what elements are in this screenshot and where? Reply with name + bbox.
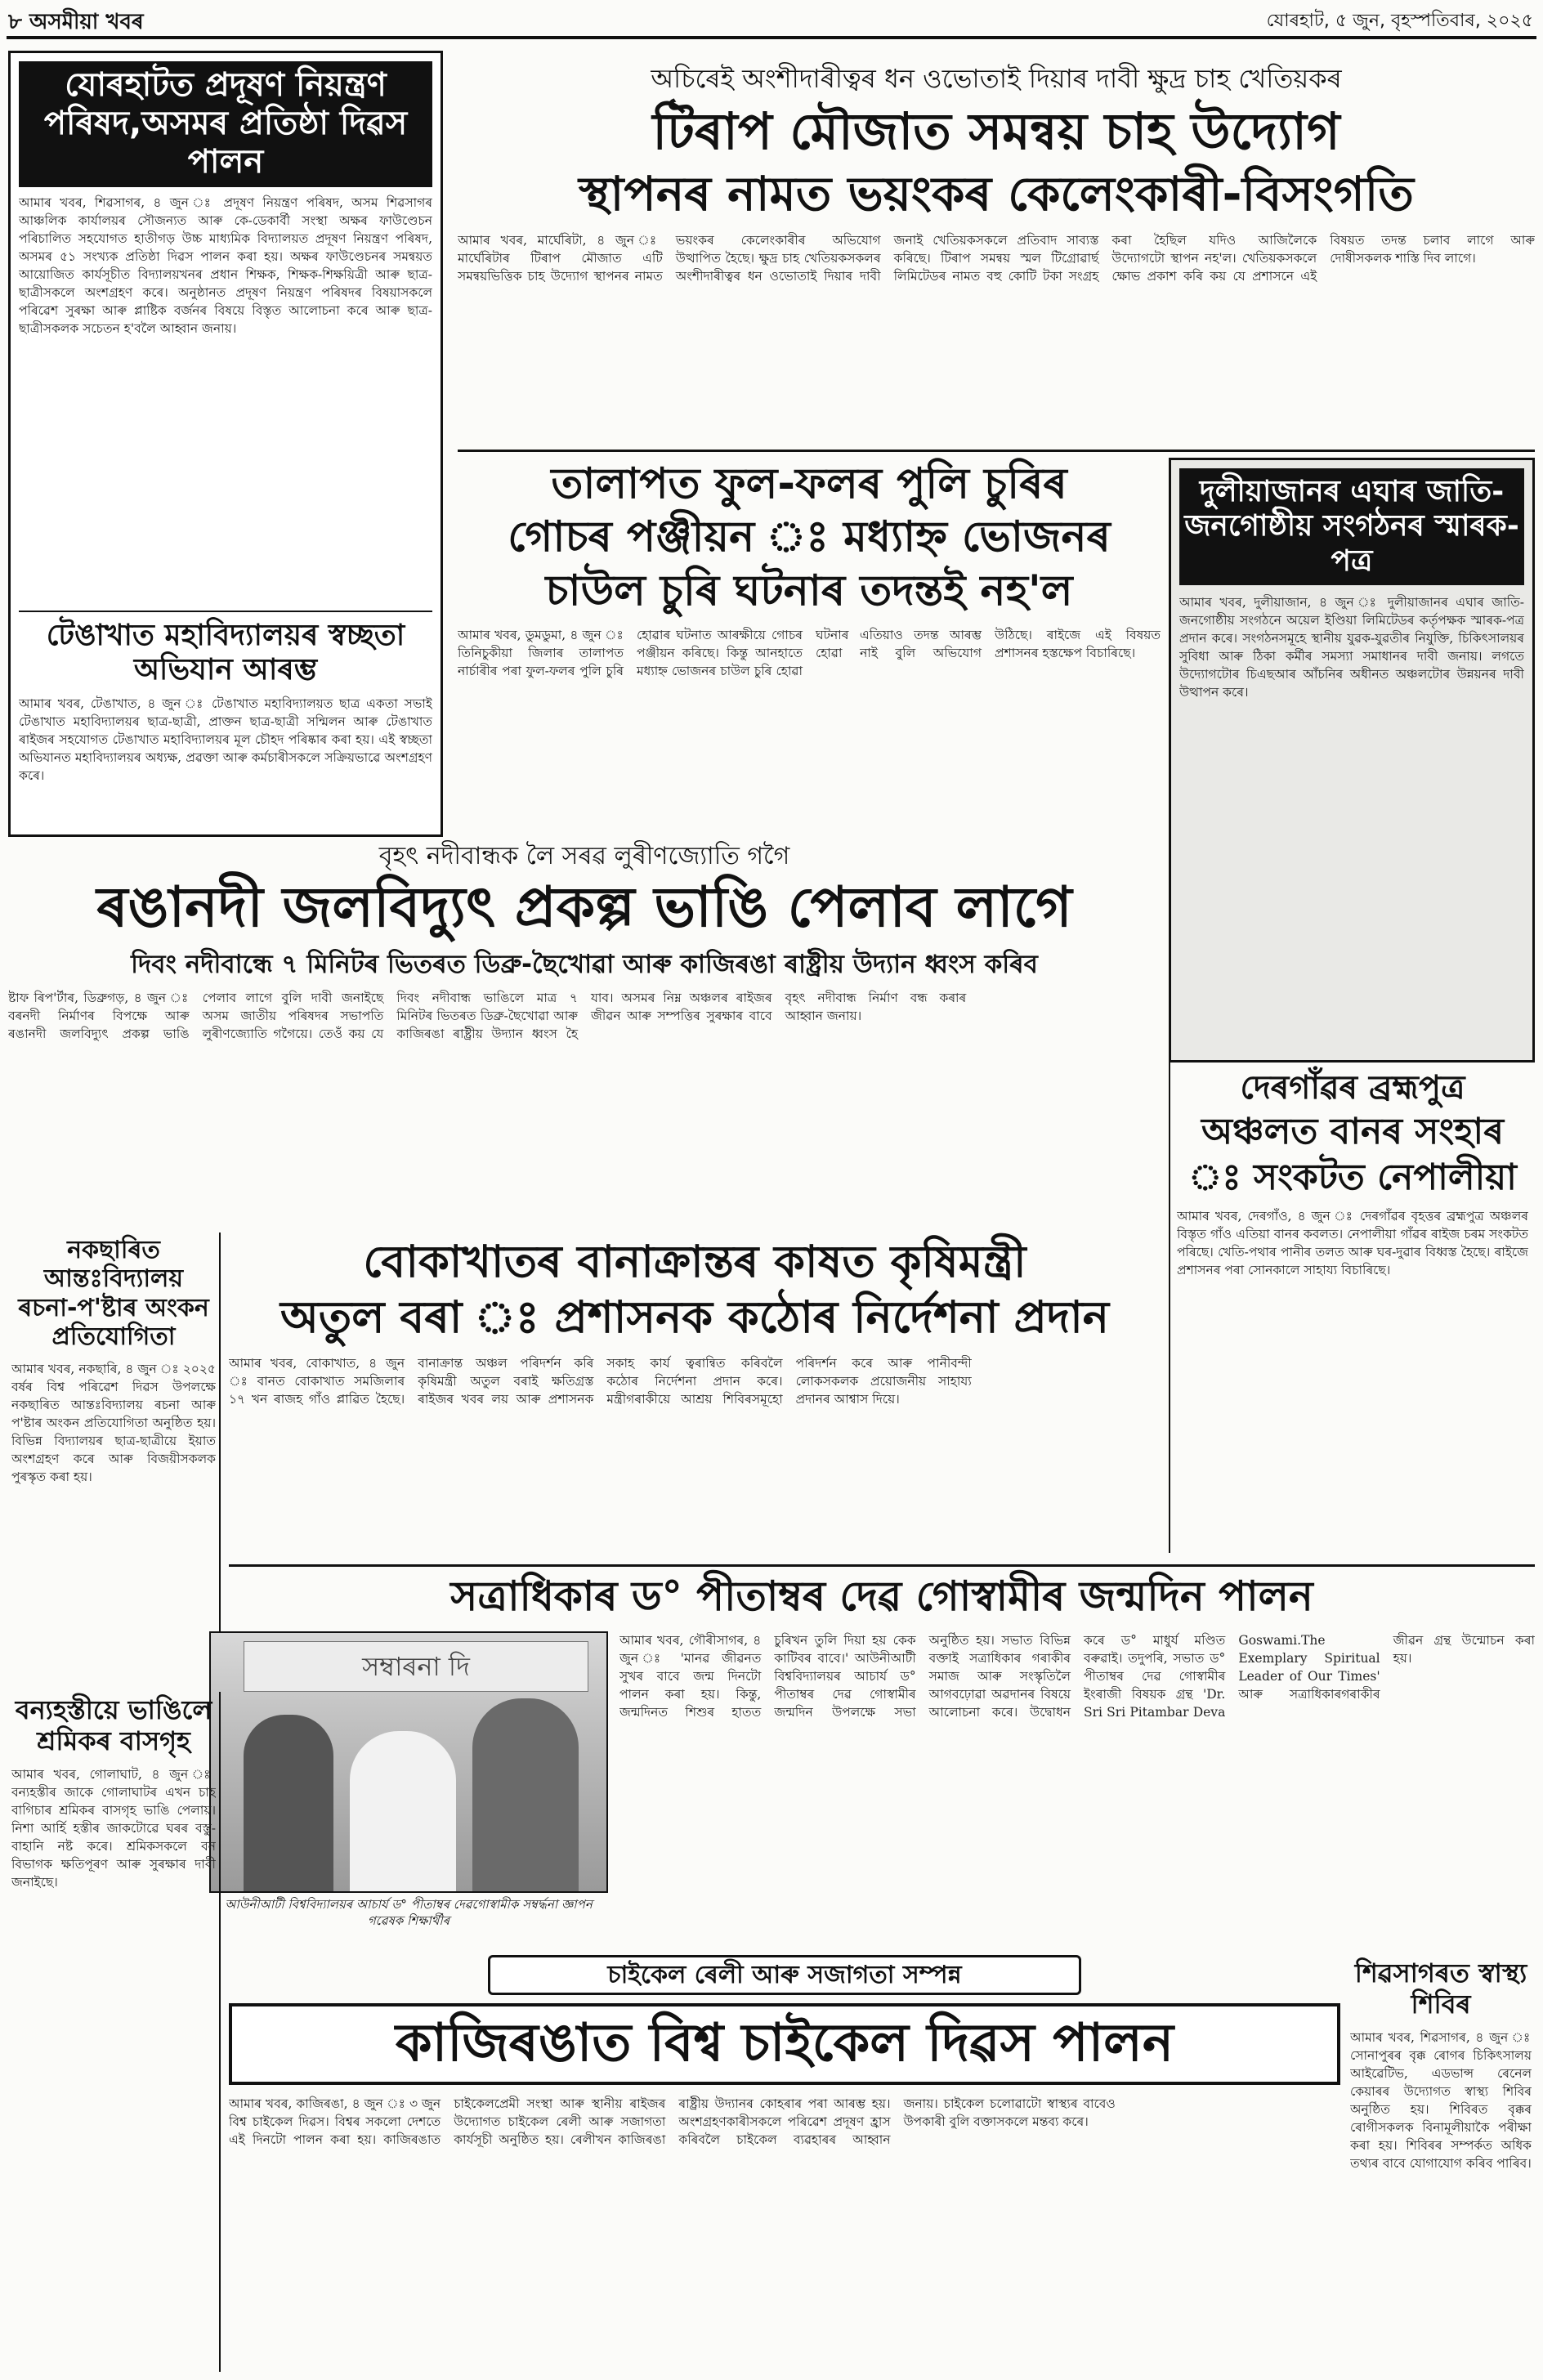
tea-headline-1: টিৰাপ মৌজাত সমন্বয় চাহ উদ্যোগ bbox=[652, 101, 1340, 161]
duliajan-story bbox=[1169, 458, 1535, 1062]
sivasagar-body: আমাৰ খবৰ, শিৱসাগৰ, ৪ জুন ঃ সোনাপুৰৰ বৃক্ক ৰোগৰ চিকিৎসালয় আইৱেটিভ, এডভান্স ৰেনেল কেয়াৰৰ উদ্যোগত স্বাস্থ্য শিবিৰ অনুষ্ঠিত হয়। শিবিৰত বৃক্কৰ ৰোগীসকলক বিনামূলীয়াকৈ পৰীক্ষা কৰা হয়। শিবিৰৰ সম্পৰ্কত অধিক তথ্যৰ বাবে যোগাযোগ কৰিব পাৰিব। bbox=[1350, 2029, 1532, 2171]
tea-headline-2: স্থাপনৰ নামত ভয়ংকৰ কেলেংকাৰী-বিসংগতি bbox=[579, 165, 1414, 221]
sivasagar-headline: শিৱসাগৰত স্বাস্থ্য শিবিৰ bbox=[1354, 1957, 1527, 2020]
kaziranga-headline: কাজিৰঙাত বিশ্ব চাইকেল দিৱস পালন bbox=[395, 2013, 1174, 2074]
nakachari-body: আমাৰ খবৰ, নকছাৰি, ৪ জুন ঃ ২০২৫ বৰ্ষৰ বিশ্ব পৰিৱেশ দিৱস উপলক্ষে নকছাৰিত আন্তঃবিদ্যালয় ৰচনা আৰু প'ষ্টাৰ অংকন প্ৰতিযোগিতা অনুষ্ঠিত হয়। বিভিন্ন বিদ্যালয়ৰ ছাত্ৰ-ছাত্ৰীয়ে ইয়াত অংশগ্ৰহণ কৰে আৰু বিজয়ীসকলক পুৰস্কৃত কৰা হয়। bbox=[11, 1361, 216, 1484]
photo-person-center bbox=[350, 1731, 456, 1893]
tengakhat-body: আমাৰ খবৰ, টেঙাখাত, ৪ জুন ঃ টেঙাখাত মহাবিদ্যালয়ত ছাত্ৰ একতা সভাই টেঙাখাত মহাবিদ্যালয়ৰ ছাত্ৰ-ছাত্ৰী, প্ৰাক্তন ছাত্ৰ-ছাত্ৰী সন্মিলন আৰু টেঙাখাত ৰাইজৰ সহযোগত টেঙাখাত মহাবিদ্যালয়ৰ মূল চৌহদ পৰিষ্কাৰ কৰা হয়। এই স্বচ্ছতা অভিযানত মহাবিদ্যালয়ৰ অধ্যক্ষ, প্ৰৱক্তা আৰু কৰ্মচাৰীসকলে সক্ৰিয়ভাৱে অংশগ্ৰহণ কৰে। bbox=[19, 696, 432, 783]
kaziranga-kicker: চাইকেল ৰেলী আৰু সজাগতা সম্পন্ন bbox=[607, 1961, 962, 1989]
duliajan-body: আমাৰ খবৰ, দুলীয়াজান, ৪ জুন ঃ দুলীয়াজানৰ এঘাৰ জাতি-জনগোষ্ঠীয় সংগঠনে অয়েল ইণ্ডিয়া লিমিটেডৰ কৰ্তৃপক্ষক স্মাৰক-পত্ৰ প্ৰদান কৰে। সংগঠনসমূহে স্থানীয় যুৱক-যুৱতীৰ নিযুক্তি, চিকিৎসালয়ৰ সুবিধা আৰু ঠিকা কৰ্মীৰ সমস্যা সমাধানৰ দাবী জনায়। লগতে উদ্যোগটোৰ চিএছআৰ আঁচনিৰ অধীনত অঞ্চলটোৰ উন্নয়নৰ দাবী উত্থাপন কৰে। bbox=[1179, 595, 1524, 700]
photo-banner: সম্বাৰনা দি bbox=[244, 1641, 588, 1692]
ranganadi-story bbox=[8, 837, 1161, 1229]
nakachari-story bbox=[8, 1232, 221, 1690]
bokakhat-headline-1: বোকাখাতৰ বানাক্ৰান্তৰ কাষত কৃষিমন্ত্ৰী bbox=[363, 1236, 1026, 1287]
dergaon-headline-3: ঃ সংকটত নেপালীয়া bbox=[1188, 1156, 1517, 1199]
bokakhat-headline-2: অতুল বৰা ঃ প্ৰশাসনক কঠোৰ নিৰ্দেশনা প্ৰদান bbox=[280, 1291, 1110, 1343]
ranganadi-headline: ৰঙানদী জলবিদ্যুৎ প্ৰকল্প ভাঙি পেলাব লাগে bbox=[96, 875, 1072, 941]
tea-body: আমাৰ খবৰ, মাৰ্ঘেৰিটা, ৪ জুন ঃ মাৰ্ঘেৰিটাৰ টিৰাপ মৌজাত এটি সমন্বয়ভিত্তিক চাহ উদ্যোগ স্থাপনৰ নামত ভয়ংকৰ কেলেংকাৰীৰ অভিযোগ উত্থাপিত হৈছে। ক্ষুদ্ৰ চাহ খেতিয়কসকলৰ অংশীদাৰীত্বৰ ধন ওভোতাই দিয়াৰ দাবী জনাই খেতিয়কসকলে প্ৰতিবাদ সাব্যস্ত কৰিছে। টিৰাপ সমন্বয় স্মল টিগ্ৰোৱাৰ্ছ লিমিটেডৰ নামত বহু কোটি টকা সংগ্ৰহ কৰা হৈছিল যদিও আজিলৈকে উদ্যোগটো স্থাপন নহ'ল। খেতিয়কসকলে ক্ষোভ প্ৰকাশ কৰি কয় যে প্ৰশাসনে এই বিষয়ত তদন্ত চলাব লাগে আৰু দোষীসকলক শাস্তি দিব লাগে। bbox=[458, 233, 1535, 284]
pollution-headline-box bbox=[19, 61, 432, 187]
pollution-headline: যোৰহাটত প্ৰদূষণ নিয়ন্ত্ৰণ পৰিষদ,অসমৰ প্ৰতিষ্ঠা দিৱস পালন bbox=[43, 66, 408, 181]
pitambar-photo-caption: আউনীআটী বিশ্ববিদ্যালয়ৰ আচাৰ্য ড° পীতাম্বৰ দেৱগোস্বামীক সম্বৰ্দ্ধনা জ্ঞাপন গৱেষক শিক্ষাৰ্থীৰ bbox=[225, 1897, 593, 1929]
masthead-rule bbox=[7, 36, 1536, 39]
ranganadi-body: ষ্টাফ ৰিপ'ৰ্টাৰ, ডিব্ৰুগড়, ৪ জুন ঃ বৰনদী নিৰ্মাণৰ বিপক্ষে আৰু ৰঙানদী জলবিদ্যুৎ প্ৰকল্প ভাঙি পেলাব লাগে বুলি দাবী জনাইছে অসম জাতীয় পৰিষদৰ সভাপতি লুৰীণজ্যোতি গগৈয়ে। তেওঁ কয় যে দিবং নদীবান্ধ ভাঙিলে মাত্ৰ ৭ মিনিটৰ ভিতৰত ডিব্ৰু-ছৈখোৱা আৰু কাজিৰঙা ৰাষ্ট্ৰীয় উদ্যান ধ্বংস হৈ যাব। অসমৰ নিম্ন অঞ্চলৰ ৰাইজৰ জীৱন আৰু সম্পত্তিৰ সুৰক্ষাৰ বাবে বৃহৎ নদীবান্ধ নিৰ্মাণ বন্ধ কৰাৰ আহ্বান জনায়। bbox=[8, 991, 967, 1042]
lunch-story bbox=[458, 454, 1161, 830]
masthead-date: যোৰহাট, ৫ জুন, বৃহস্পতিবাৰ, ২০২৫ bbox=[1266, 11, 1533, 31]
dergaon-body: আমাৰ খবৰ, দেৰগাঁও, ৪ জুন ঃ দেৰগাঁৱৰ বৃহত্তৰ ব্ৰহ্মপুত্ৰ অঞ্চলৰ বিস্তৃত গাঁও এতিয়া বানৰ কবলত। নেপালীয়া গাঁৱৰ ৰাইজ চৰম সংকটত পৰিছে। খেতি-পথাৰ পানীৰ তলত আৰু ঘৰ-দুৱাৰ বিধ্বস্ত হৈছে। ৰাইজে প্ৰশাসনৰ পৰা সোনকালে সাহায্য বিচাৰিছে। bbox=[1177, 1209, 1528, 1277]
ranganadi-subhead: দিবং নদীবান্ধে ৭ মিনিটৰ ভিতৰত ডিব্ৰু-ছৈখোৱা আৰু কাজিৰঙা ৰাষ্ট্ৰীয় উদ্যান ধ্বংস কৰিব bbox=[131, 949, 1038, 979]
kaziranga-body: আমাৰ খবৰ, কাজিৰঙা, ৪ জুন ঃ ৩ জুন বিশ্ব চাইকেল দিৱস। বিশ্বৰ সকলো দেশতে এই দিনটো পালন কৰা হয়। কাজিৰঙাত চাইকেলপ্ৰেমী সংস্থা আৰু স্থানীয় ৰাইজৰ উদ্যোগত চাইকেল ৰেলী আৰু সজাগতা কাৰ্যসূচী অনুষ্ঠিত হয়। ৰেলীখন কাজিৰঙা ৰাষ্ট্ৰীয় উদ্যানৰ কোহৰাৰ পৰা আৰম্ভ হয়। অংশগ্ৰহণকাৰীসকলে পৰিৱেশ প্ৰদূষণ হ্ৰাস কৰিবলৈ চাইকেল ব্যৱহাৰৰ আহ্বান জনায়। চাইকেল চলোৱাটো স্বাস্থ্যৰ বাবেও উপকাৰী বুলি বক্তাসকলে মন্তব্য কৰে। bbox=[229, 2096, 1116, 2147]
lunch-body: আমাৰ খবৰ, ডুমডুমা, ৪ জুন ঃ তিনিচুকীয়া জিলাৰ তালাপত নাৰ্চাৰীৰ পৰা ফুল-ফলৰ পুলি চুৰি হোৱাৰ ঘটনাত আৰক্ষীয়ে গোচৰ পঞ্জীয়ন কৰিছে। কিন্তু আনহাতে মধ্যাহ্ন ভোজনৰ চাউল চুৰি হোৱা ঘটনাৰ এতিয়াও তদন্ত আৰম্ভ হোৱা নাই বুলি অভিযোগ উঠিছে। ৰাইজে এই বিষয়ত প্ৰশাসনৰ হস্তক্ষেপ বিচাৰিছে। bbox=[458, 628, 1161, 679]
lunch-headline-1: তালাপত ফুল-ফলৰ পুলি চুৰিৰ bbox=[551, 459, 1067, 508]
tengakhat-headline: টেঙাখাত মহাবিদ্যালয়ৰ স্বচ্ছতা অভিযান আৰম্ভ bbox=[46, 618, 405, 687]
tea-story bbox=[458, 49, 1535, 450]
sivasagar-story bbox=[1347, 1955, 1535, 2372]
elephant-story bbox=[8, 1692, 221, 2372]
masthead-left: ৮ অসমীয়া খবৰ bbox=[8, 10, 144, 34]
duliajan-headline-box bbox=[1179, 468, 1524, 585]
dergaon-story bbox=[1169, 1062, 1535, 1553]
dergaon-headline-1: দেৰগাঁৱৰ ব্ৰহ্মপুত্ৰ bbox=[1240, 1069, 1465, 1107]
pitambar-headline: সত্ৰাধিকাৰ ড° পীতাম্বৰ দেৱ গোস্বামীৰ জন্মদিন পালন bbox=[450, 1572, 1313, 1620]
pollution-body: আমাৰ খবৰ, শিৱসাগৰ, ৪ জুন ঃ প্ৰদূষণ নিয়ন্ত্ৰণ পৰিষদ, অসম শিৱসাগৰ আঞ্চলিক কাৰ্যালয়ৰ সৌজন্যত আৰু কে-ডেকাৰ্বী সংস্থা অক্ষৰ ফাউণ্ডেচন পৰিচালিত সহযোগত হাতীগড় উচ্চ মাধ্যমিক বিদ্যালয়ত প্ৰদূষণ নিয়ন্ত্ৰণ পৰিষদ, অসমৰ ৫১ সংখ্যক প্ৰতিষ্ঠা দিৱস পালন কৰা হয়। অক্ষৰ ফাউণ্ডেচনৰ সমন্বয়ত আয়োজিত কাৰ্যসূচীত বিদ্যালয়খনৰ প্ৰধান শিক্ষক, শিক্ষক-শিক্ষয়িত্ৰী আৰু ছাত্ৰ-ছাত্ৰীসকলে অংশগ্ৰহণ কৰে। অনুষ্ঠানত প্ৰদূষণ নিয়ন্ত্ৰণ পৰিষদৰ বিষয়াসকলে পৰিৱেশ সুৰক্ষা আৰু প্লাষ্টিক বৰ্জনৰ বিষয়ে বিস্তৃত আলোচনা কৰে আৰু ছাত্ৰ-ছাত্ৰীসকলক সচেতন হ'বলৈ আহ্বান জনায়। bbox=[19, 195, 432, 336]
bokakhat-story bbox=[229, 1232, 1161, 1576]
pollution-story bbox=[8, 51, 443, 837]
elephant-body: আমাৰ খবৰ, গোলাঘাট, ৪ জুন ঃ বন্যহস্তীৰ জাকে গোলাঘাটৰ এখন চাহ বাগিচাৰ শ্ৰমিকৰ বাসগৃহ ভাঙি পেলায়। নিশা আৰ্হি হস্তীৰ জাকটোৱে ঘৰৰ বস্তু-বাহানি নষ্ট কৰে। শ্ৰমিকসকলে বন বিভাগক ক্ষতিপূৰণ আৰু সুৰক্ষাৰ দাবী জনাইছে। bbox=[11, 1766, 216, 1890]
lunch-headline-3: চাউল চুৰি ঘটনাৰ তদন্তই নহ'ল bbox=[545, 566, 1073, 615]
elephant-headline: বন্যহস্তীয়ে ভাঙিলে শ্ৰমিকৰ বাসগৃহ bbox=[15, 1694, 212, 1756]
ranganadi-kicker: বৃহৎ নদীবান্ধক লৈ সৰৱ লুৰীণজ্যোতি গগৈ bbox=[378, 842, 790, 870]
photo-person-left bbox=[244, 1715, 333, 1893]
pollution-divider bbox=[19, 611, 432, 612]
kaziranga-kicker-box bbox=[488, 1955, 1081, 1995]
bokakhat-body: আমাৰ খবৰ, বোকাখাত, ৪ জুন ঃ বানত বোকাখাত সমজিলাৰ ১৭ খন ৰাজহ গাঁও প্লাৱিত হৈছে। বানাক্ৰান্ত অঞ্চল পৰিদৰ্শন কৰি কৃষিমন্ত্ৰী অতুল বৰাই ক্ষতিগ্ৰস্ত ৰাইজৰ খবৰ লয় আৰু প্ৰশাসনক সকাহ কাৰ্য ত্বৰান্বিত কৰিবলৈ কঠোৰ নিৰ্দেশনা প্ৰদান কৰে। মন্ত্ৰীগৰাকীয়ে আশ্ৰয় শিবিৰসমূহো পৰিদৰ্শন কৰে আৰু পানীবন্দী লোকসকলক প্ৰয়োজনীয় সাহায্য প্ৰদানৰ আশ্বাস দিয়ে। bbox=[229, 1356, 972, 1407]
pitambar-photo bbox=[209, 1631, 608, 1893]
kaziranga-headline-box bbox=[229, 2003, 1340, 2085]
tea-kicker: অচিৰেই অংশীদাৰীত্বৰ ধন ওভোতাই দিয়াৰ দাবী ক্ষুদ্ৰ চাহ খেতিয়কৰ bbox=[651, 63, 1342, 94]
pitambar-story bbox=[225, 1569, 1535, 1945]
dergaon-headline-2: অঞ্চলত বানৰ সংহাৰ bbox=[1201, 1111, 1504, 1153]
duliajan-headline: দুলীয়াজানৰ এঘাৰ জাতি-জনগোষ্ঠীয় সংগঠনৰ স্মাৰক-পত্ৰ bbox=[1184, 475, 1519, 578]
lunch-headline-2: গোচৰ পঞ্জীয়ন ঃ মধ্যাহ্ন ভোজনৰ bbox=[508, 512, 1111, 562]
photo-person-right bbox=[472, 1698, 579, 1893]
tea-rule bbox=[458, 450, 1535, 452]
pitambar-body: আমাৰ খবৰ, গৌৰীসাগৰ, ৪ জুন ঃ 'মানৱ জীৱনত সুখৰ বাবে জন্ম দিনটো পালন কৰা হয়। কিন্তু, জন্মদিনত শিশুৰ হাতত চুৰিখন তুলি দিয়া হয় কেক কাটিবৰ বাবে।' আউনীআটী বিশ্ববিদ্যালয়ৰ আচাৰ্য ড° পীতাম্বৰ দেৱ গোস্বামীৰ জন্মদিন উপলক্ষে সভা অনুষ্ঠিত হয়। সভাত বিভিন্ন বক্তাই সত্ৰাধিকাৰ গৰাকীৰ সমাজ আৰু সংস্কৃতিলৈ আগবঢ়োৱা অৱদানৰ বিষয়ে আলোচনা কৰে। উদ্বোধন কৰে ড° মাধুৰ্য মণ্ডিত বৰুৱাই। তদুপৰি, সভাত ড° পীতাম্বৰ দেৱ গোস্বামীৰ ইংৰাজী বিষয়ক গ্ৰন্থ 'Dr. Sri Sri Pitambar Deva Goswami.The Exemplary Spiritual Leader of Our Times' আৰু সত্ৰাধিকাৰগৰাকীৰ জীৱন গ্ৰন্থ উন্মোচন কৰা হয়। bbox=[619, 1633, 1535, 1720]
kaziranga-story bbox=[229, 1955, 1340, 2372]
nakachari-headline: নকছাৰিত আন্তঃবিদ্যালয় ৰচনা-প'ষ্টাৰ অংকন প্ৰতিযোগিতা bbox=[18, 1236, 209, 1352]
pitambar-rule bbox=[229, 1564, 1535, 1567]
